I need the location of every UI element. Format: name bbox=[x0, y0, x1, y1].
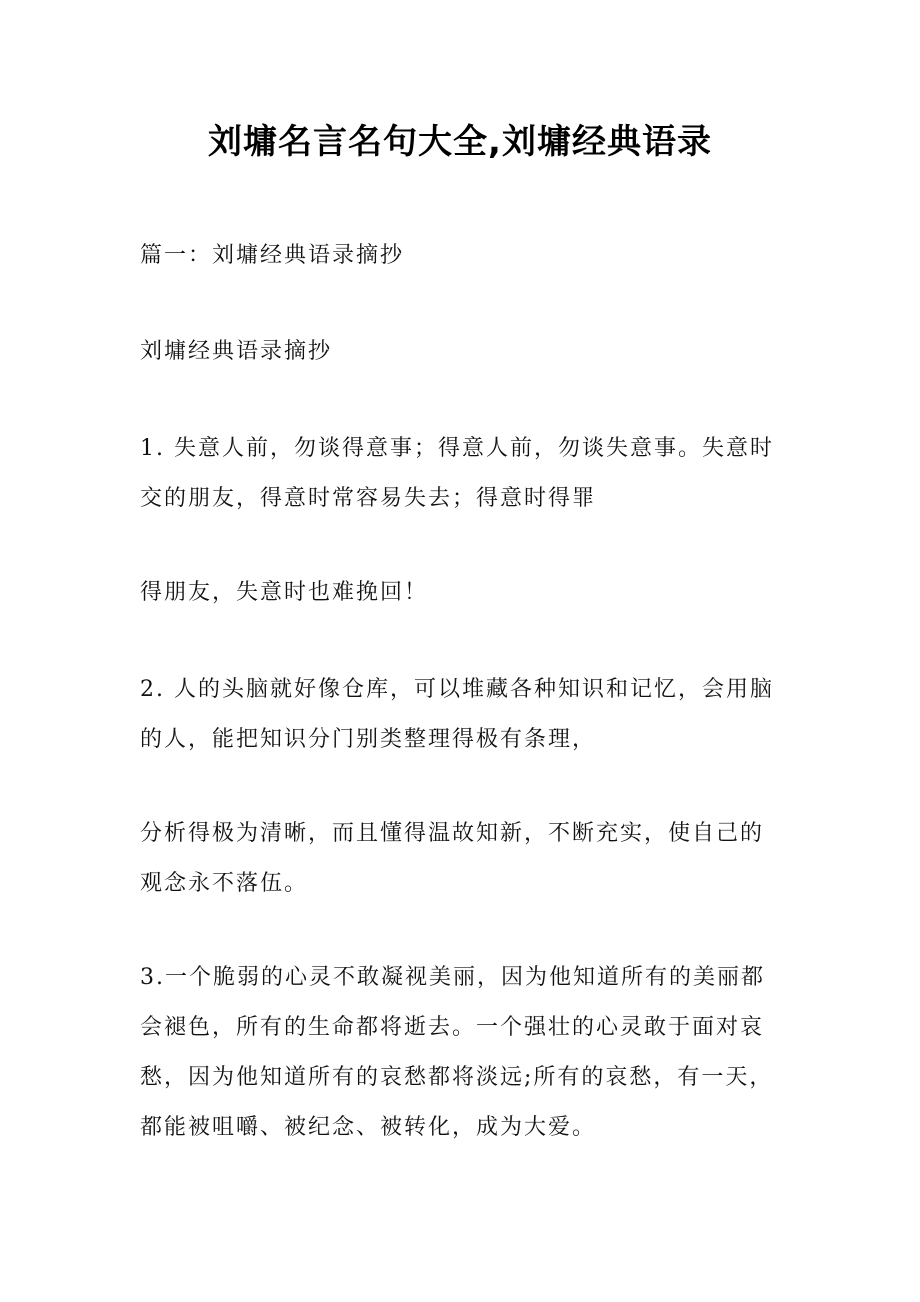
section-heading: 篇一：刘墉经典语录摘抄 bbox=[140, 243, 405, 268]
quote-paragraph-2-continued: 分析得极为清晰，而且懂得温故知新，不断充实，使自己的观念永不落伍。 bbox=[140, 821, 765, 896]
quote-paragraph-1: 1. 失意人前，勿谈得意事；得意人前，勿谈失意事。失意时交的朋友，得意时常容易失去；得意时得罪 bbox=[140, 436, 774, 511]
quote-paragraph-2: 2. 人的头脑就好像仓库，可以堆藏各种知识和记忆，会用脑的人，能把知识分门别类整理得极有条理， bbox=[140, 677, 774, 752]
quote-paragraph-3: 3.一个脆弱的心灵不敢凝视美丽，因为他知道所有的美丽都会褪色，所有的生命都将逝去。一个强壮的心灵敢于面对哀愁，因为他知道所有的哀愁都将淡远;所有的哀愁，有一天，都能被咀嚼、被纪念、被转化，成为大爱。 bbox=[140, 965, 774, 1140]
page-title: 刘墉名言名句大全,刘墉经典语录 bbox=[208, 122, 712, 162]
quote-paragraph-1-continued: 得朋友，失意时也难挽回！ bbox=[140, 580, 429, 605]
subheading: 刘墉经典语录摘抄 bbox=[140, 339, 333, 364]
